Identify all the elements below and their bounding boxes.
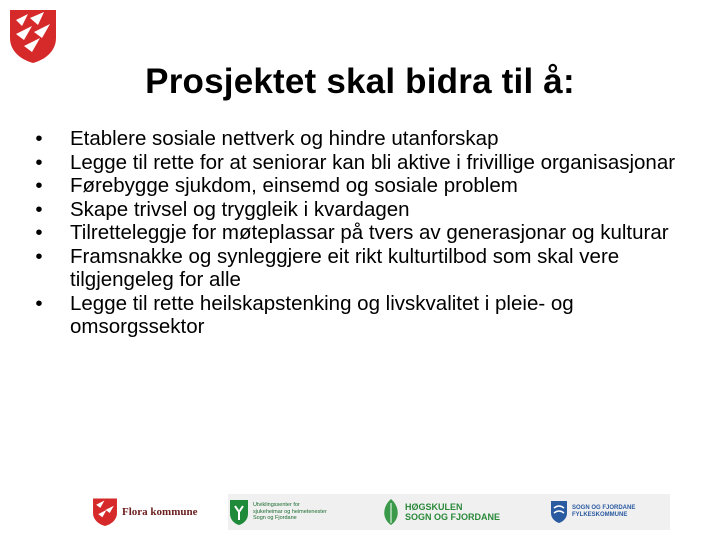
bullet-text: Etablere sosiale nettverk og hindre utanforskap xyxy=(70,127,499,150)
utviklingssenter-line1: Utviklingssenter for xyxy=(253,502,300,509)
flora-kommune-logo xyxy=(88,494,228,530)
utviklingssenter-line3: Sogn og Fjordane xyxy=(253,515,297,522)
bullet-marker: • xyxy=(35,291,43,315)
bullet-text: Skape trivsel og tryggleik i kvardagen xyxy=(70,197,410,221)
bullet-item xyxy=(32,245,702,292)
fylkeskommune-line2: FYLKESKOMMUNE xyxy=(572,512,628,518)
bullet-list xyxy=(32,127,702,339)
bullet-text: Førebygge sjukdom, einsemd og sosiale problem xyxy=(70,174,518,197)
bullet-marker: • xyxy=(35,174,43,197)
flora-kommune-name: Flora kommune xyxy=(122,506,198,518)
flora-crest-icon xyxy=(92,497,118,527)
municipal-crest-logo xyxy=(8,8,58,64)
hogskulen-logo xyxy=(366,494,550,530)
slide-title: Prosjektet skal bidra til å: xyxy=(145,62,575,101)
bullet-item xyxy=(32,174,702,198)
utviklingssenter-icon xyxy=(228,498,250,526)
bullet-marker: • xyxy=(35,197,43,221)
bullet-item xyxy=(32,198,702,222)
bullet-text: Legge til rette for at seniorar kan bli aktive i frivillige organisasjonar xyxy=(70,150,676,174)
bullet-marker: • xyxy=(35,127,43,150)
utviklingssenter-line2: sjukeheimar og heimetenester xyxy=(253,508,327,515)
bullet-item xyxy=(32,292,702,339)
bullet-marker: • xyxy=(35,150,43,174)
bullet-item xyxy=(32,127,702,151)
bullet-text: Legge til rette heilskapstenking og livskvalitet i pleie- og omsorgssektor xyxy=(70,291,574,338)
bullet-text: Framsnakke og synleggjere eit rikt kulturtilbod som skal vere tilgjengeleg for alle xyxy=(70,244,620,291)
hogskulen-line2: SOGN OG FJORDANE xyxy=(405,512,501,522)
bullet-marker: • xyxy=(35,244,43,268)
fylkeskommune-crest-icon xyxy=(550,500,568,524)
fylkeskommune-line1: SOGN OG FJORDANE xyxy=(572,505,636,511)
partner-logo-strip xyxy=(88,494,670,530)
hogskulen-leaf-icon xyxy=(380,497,402,527)
hogskulen-line1: HØGSKULEN xyxy=(405,502,463,512)
fylkeskommune-logo xyxy=(550,494,670,530)
bullet-item xyxy=(32,151,702,175)
bullet-item xyxy=(32,221,702,245)
bullet-text: Tilretteleggje for møteplassar på tvers av generasjonar og kulturar xyxy=(70,221,669,244)
bullet-marker: • xyxy=(35,221,43,244)
utviklingssenter-logo xyxy=(228,494,366,530)
